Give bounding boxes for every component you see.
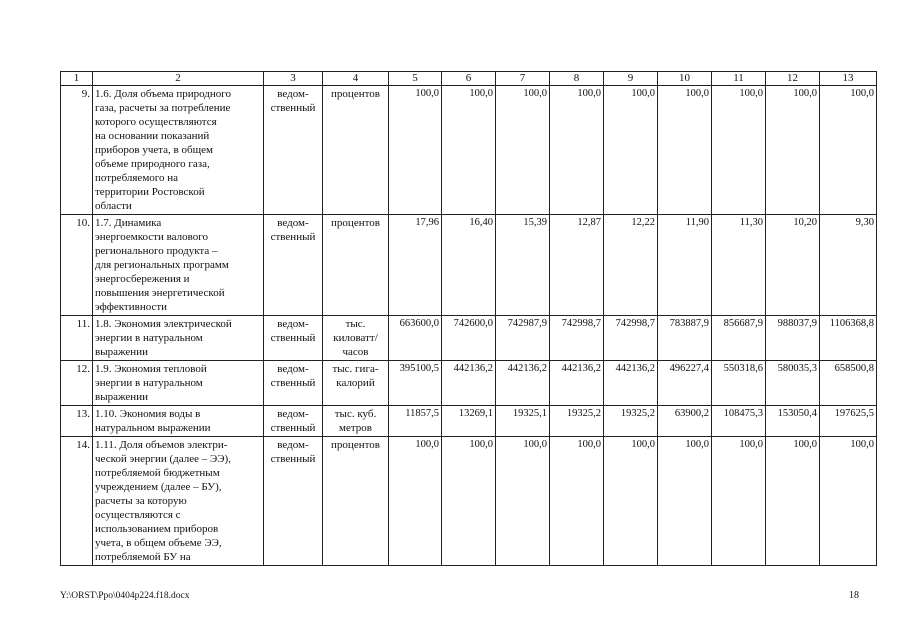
value-cell: 742987,9	[496, 316, 550, 361]
unit-cell: тыс. гига- калорий	[323, 361, 389, 406]
column-number-cell: 13	[820, 72, 877, 86]
unit-cell: процентов	[323, 215, 389, 316]
value-cell: 11,30	[712, 215, 766, 316]
value-cell: 19325,1	[496, 406, 550, 437]
column-number-cell: 9	[604, 72, 658, 86]
unit-cell: процентов	[323, 437, 389, 566]
value-cell: 12,22	[604, 215, 658, 316]
value-cell: 100,0	[442, 86, 496, 215]
value-cell: 100,0	[712, 86, 766, 215]
value-cell: 100,0	[496, 437, 550, 566]
value-cell: 442136,2	[604, 361, 658, 406]
value-cell: 988037,9	[766, 316, 820, 361]
value-cell: 100,0	[712, 437, 766, 566]
column-number-row	[61, 72, 877, 86]
value-cell: 100,0	[658, 437, 712, 566]
column-number-cell: 8	[550, 72, 604, 86]
value-cell: 100,0	[496, 86, 550, 215]
table-body	[61, 72, 877, 566]
unit-cell: процентов	[323, 86, 389, 215]
value-cell: 742998,7	[550, 316, 604, 361]
value-cell: 197625,5	[820, 406, 877, 437]
value-cell: 19325,2	[604, 406, 658, 437]
value-cell: 100,0	[658, 86, 712, 215]
table-row	[61, 361, 877, 406]
value-cell: 658500,8	[820, 361, 877, 406]
column-number-cell: 2	[93, 72, 264, 86]
table-row	[61, 437, 877, 566]
row-number-cell: 9.	[61, 86, 93, 215]
indicator-name-cell: 1.11. Доля объемов электри- ческой энергии (далее – ЭЭ), потребляемой бюджетным учреждением (далее – БУ), расчеты за которую осуществляются с использованием приборов учета, в общем объеме ЭЭ, потребляемой БУ на	[93, 437, 264, 566]
column-number-cell: 4	[323, 72, 389, 86]
value-cell: 100,0	[389, 86, 442, 215]
indicator-type-cell: ведом- ственный	[264, 316, 323, 361]
value-cell: 100,0	[820, 86, 877, 215]
indicator-type-cell: ведом- ственный	[264, 361, 323, 406]
column-number-cell: 3	[264, 72, 323, 86]
row-number-cell: 14.	[61, 437, 93, 566]
value-cell: 442136,2	[496, 361, 550, 406]
value-cell: 11,90	[658, 215, 712, 316]
column-number-cell: 5	[389, 72, 442, 86]
column-number-cell: 12	[766, 72, 820, 86]
value-cell: 580035,3	[766, 361, 820, 406]
value-cell: 442136,2	[442, 361, 496, 406]
table-row	[61, 406, 877, 437]
value-cell: 17,96	[389, 215, 442, 316]
column-number-cell: 11	[712, 72, 766, 86]
indicator-type-cell: ведом- ственный	[264, 437, 323, 566]
unit-cell: тыс. куб. метров	[323, 406, 389, 437]
value-cell: 12,87	[550, 215, 604, 316]
value-cell: 19325,2	[550, 406, 604, 437]
value-cell: 63900,2	[658, 406, 712, 437]
value-cell: 100,0	[550, 86, 604, 215]
value-cell: 100,0	[550, 437, 604, 566]
value-cell: 742600,0	[442, 316, 496, 361]
column-number-cell: 7	[496, 72, 550, 86]
value-cell: 100,0	[766, 437, 820, 566]
indicator-type-cell: ведом- ственный	[264, 406, 323, 437]
value-cell: 550318,6	[712, 361, 766, 406]
value-cell: 856687,9	[712, 316, 766, 361]
value-cell: 108475,3	[712, 406, 766, 437]
indicator-type-cell: ведом- ственный	[264, 86, 323, 215]
value-cell: 663600,0	[389, 316, 442, 361]
value-cell: 100,0	[820, 437, 877, 566]
page-bottom-area	[60, 578, 877, 640]
row-number-cell: 11.	[61, 316, 93, 361]
value-cell: 100,0	[442, 437, 496, 566]
table-row	[61, 86, 877, 215]
indicator-name-cell: 1.6. Доля объема природного газа, расчеты за потребление которого осуществляются на основании показаний приборов учета, в общем объеме природного газа, потребляемого на территории Ростовской области	[93, 86, 264, 215]
value-cell: 100,0	[389, 437, 442, 566]
column-number-cell: 1	[61, 72, 93, 86]
column-number-cell: 10	[658, 72, 712, 86]
value-cell: 13269,1	[442, 406, 496, 437]
footer-page-number: 18	[849, 590, 859, 601]
footer-file-path: Y:\ORST\Ppo\0404p224.f18.docx	[60, 591, 190, 601]
indicator-name-cell: 1.10. Экономия воды в натуральном выражении	[93, 406, 264, 437]
value-cell: 742998,7	[604, 316, 658, 361]
value-cell: 10,20	[766, 215, 820, 316]
row-number-cell: 13.	[61, 406, 93, 437]
indicator-name-cell: 1.8. Экономия электрической энергии в натуральном выражении	[93, 316, 264, 361]
table-row	[61, 316, 877, 361]
value-cell: 496227,4	[658, 361, 712, 406]
indicator-type-cell: ведом- ственный	[264, 215, 323, 316]
value-cell: 442136,2	[550, 361, 604, 406]
row-number-cell: 12.	[61, 361, 93, 406]
value-cell: 100,0	[766, 86, 820, 215]
value-cell: 11857,5	[389, 406, 442, 437]
value-cell: 100,0	[604, 86, 658, 215]
value-cell: 153050,4	[766, 406, 820, 437]
value-cell: 100,0	[604, 437, 658, 566]
value-cell: 1106368,8	[820, 316, 877, 361]
indicator-name-cell: 1.9. Экономия тепловой энергии в натуральном выражении	[93, 361, 264, 406]
unit-cell: тыс. киловатт/ часов	[323, 316, 389, 361]
table-row	[61, 215, 877, 316]
value-cell: 395100,5	[389, 361, 442, 406]
value-cell: 9,30	[820, 215, 877, 316]
value-cell: 783887,9	[658, 316, 712, 361]
column-number-cell: 6	[442, 72, 496, 86]
row-number-cell: 10.	[61, 215, 93, 316]
value-cell: 16,40	[442, 215, 496, 316]
value-cell: 15,39	[496, 215, 550, 316]
indicators-table	[60, 71, 877, 566]
indicator-name-cell: 1.7. Динамика энергоемкости валового регионального продукта – для региональных программ энергосбережения и повышения энергетической эффективности	[93, 215, 264, 316]
